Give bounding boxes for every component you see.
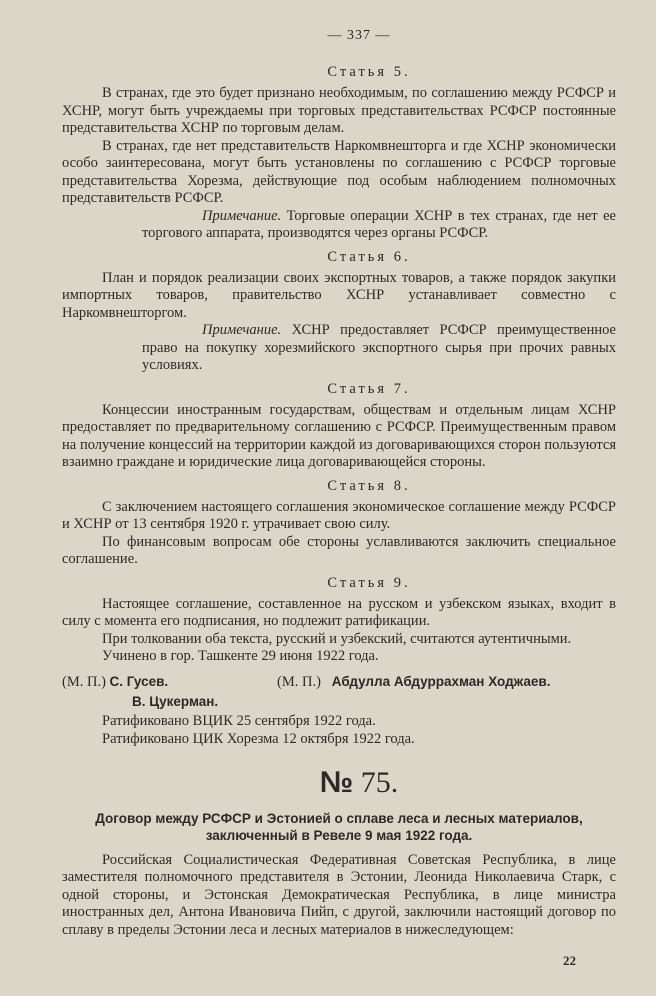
title-line: заключенный в Ревеле 9 мая 1922 года. — [205, 827, 473, 843]
signature-second — [132, 692, 616, 712]
note — [142, 208, 616, 243]
article-5 — [62, 64, 616, 243]
signatory-name: С. Гусев. — [109, 673, 169, 689]
note-label: Примечание. — [202, 207, 282, 224]
seal-mark: (М. П.) — [277, 673, 321, 690]
seal-mark: (М. П.) — [62, 673, 106, 690]
paragraph: План и порядок реализации своих экспортных товаров, а также порядок закупки импортных товаров, правительство ХСНР устанавливает совместно с Наркомвнешторгом. — [62, 269, 616, 321]
signatory-name: Абдулла Абдуррахман Ходжаев. — [331, 673, 551, 689]
article-6 — [62, 249, 616, 375]
paragraph: В странах, где это будет признано необходимым, по соглашению между РСФСР и ХСНР, могут быть учреждаемы при торговых представительствах РСФСР постоянные представительства ХСНР по торговым делам. — [62, 85, 616, 136]
article-heading: Статья 5. — [327, 64, 411, 80]
paragraph: Учинено в гор. Ташкенте 29 июня 1922 года. — [102, 648, 379, 664]
signatures — [62, 672, 616, 712]
article-7 — [62, 381, 616, 472]
sheet-number: 22 — [563, 953, 576, 968]
ratification — [102, 712, 616, 748]
signature-left — [62, 672, 277, 692]
document-number — [102, 766, 616, 800]
ratification-line: Ратификовано ВЦИК 25 сентября 1922 года. — [102, 712, 376, 729]
ratification-line: Ратификовано ЦИК Хорезма 12 октября 1922 года. — [102, 730, 415, 747]
paragraph: Российская Социалистическая Федеративная Советская Республика, в лице заместителя полномочного представителя в Эстонии, Леонида Николаевича Старк, с одной стороны, и Эстонская Демократическая Республика, в лице министра иностранных дел, Антона Ивановича Пийп, с другой, заключили настоящий договор по сплаву в пределы Эстонии леса и лесных материалов в нижеследующем: — [62, 851, 616, 938]
number-value: 75. — [353, 765, 399, 799]
article-heading: Статья 6. — [327, 248, 411, 265]
paragraph: По финансовым вопросам обе стороны уславливаются заключить специальное соглашение. — [62, 533, 616, 567]
paragraph: Концессии иностранным государствам, обществам и отдельным лицам ХСНР предоставляет по предварительному соглашению с РСФСР. Преимущественным правом на получение концессий на территории каждой из договаривающихся сторон пользуются взаимно граждане и юридические лица договаривающейся стороны. — [62, 401, 616, 470]
article-heading: Статья 8. — [327, 477, 411, 494]
article-heading: Статья 9. — [327, 574, 411, 591]
article-8 — [62, 478, 616, 569]
article-heading: Статья 7. — [327, 380, 411, 397]
paragraph: Настоящее соглашение, составленное на русском и узбекском языках, входит в силу с момента его подписания, но подлежит ратификации. — [62, 595, 616, 629]
title-line: Договор между РСФСР и Эстонией о сплаве леса и лесных материалов, — [95, 810, 583, 826]
note-text: Торговые операции ХСНР в тех странах, где нет ее торгового аппарата, производятся через органы РСФСР. — [142, 207, 616, 241]
page-number: — 337 — — [327, 28, 391, 43]
paragraph: В странах, где нет представительств Наркомвнешторга и где ХСНР экономически особо заинтересована, могут быть установлены по соглашению с РСФСР торговые представительства Хорезма, действующие под особым наблюдением полномочных представительств РСФСР. — [62, 137, 616, 206]
signature-row — [62, 672, 616, 692]
number-sign: № — [319, 765, 354, 799]
document-title — [62, 810, 616, 844]
note-label: Примечание. — [202, 322, 282, 338]
note — [142, 322, 616, 375]
signature-right — [277, 672, 550, 692]
paragraph: С заключением настоящего соглашения экономическое соглашение между РСФСР и ХСНР от 13 сентября 1920 г. утрачивает свою силу. — [62, 498, 616, 532]
article-9 — [62, 575, 616, 666]
signatory-name: В. Цукерман. — [132, 693, 219, 709]
note-text: ХСНР предоставляет РСФСР преимущественное право на покупку хорезмийского экспортного сырья при прочих равных условиях. — [142, 322, 616, 373]
paragraph: При толковании оба текста, русский и узбекский, считаются аутентичными. — [102, 630, 572, 647]
